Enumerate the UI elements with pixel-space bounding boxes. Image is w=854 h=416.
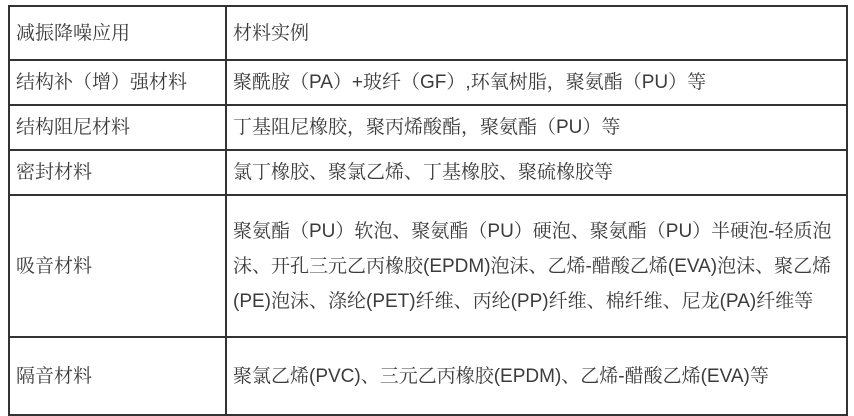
application-cell: 结构阻尼材料: [9, 105, 226, 150]
header-row: [9, 6, 847, 60]
table-row: [9, 337, 847, 415]
column-header-materials: 材料实例: [226, 6, 847, 60]
column-header-application: 减振降噪应用: [9, 6, 226, 60]
materials-cell: 聚氯乙烯(PVC)、三元乙丙橡胶(EPDM)、乙烯-醋酸乙烯(EVA)等: [226, 337, 847, 415]
table-row: [9, 150, 847, 195]
table-row: [9, 195, 847, 337]
materials-cell: 聚酰胺（PA）+玻纤（GF）,环氧树脂，聚氨酯（PU）等: [226, 60, 847, 105]
damping-noise-materials-table: [8, 5, 848, 416]
table-header: [9, 6, 847, 60]
application-cell: 隔音材料: [9, 337, 226, 415]
application-cell: 密封材料: [9, 150, 226, 195]
table-row: [9, 60, 847, 105]
materials-cell: 氯丁橡胶、聚氯乙烯、丁基橡胶、聚硫橡胶等: [226, 150, 847, 195]
application-cell: 结构补（增）强材料: [9, 60, 226, 105]
materials-cell: 丁基阻尼橡胶，聚丙烯酸酯，聚氨酯（PU）等: [226, 105, 847, 150]
materials-cell: 聚氨酯（PU）软泡、聚氨酯（PU）硬泡、聚氨酯（PU）半硬泡-轻质泡沫、开孔三元乙丙橡胶(EPDM)泡沫、乙烯-醋酸乙烯(EVA)泡沫、聚乙烯(PE)泡沫、涤纶(PET)纤维、丙纶(PP)纤维、棉纤维、尼龙(PA)纤维等: [226, 195, 847, 337]
table-body: [9, 60, 847, 415]
table-row: [9, 105, 847, 150]
application-cell: 吸音材料: [9, 195, 226, 337]
